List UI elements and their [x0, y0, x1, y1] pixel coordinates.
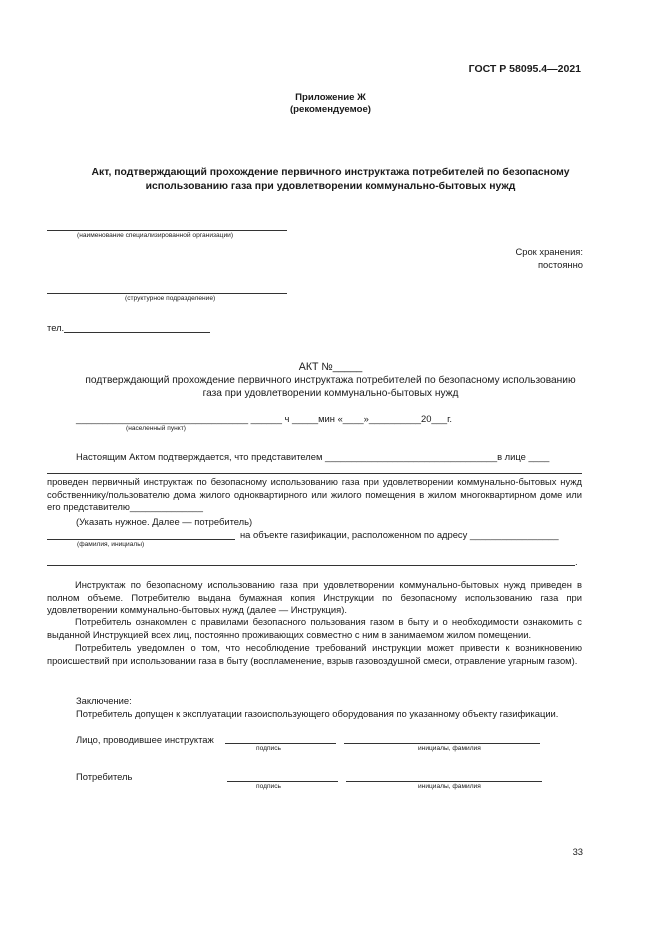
act-subtitle-line2: газа при удовлетворении коммунально-бытовых нужд [202, 388, 459, 399]
place-caption: (населенный пункт) [126, 425, 186, 432]
standard-number: ГОСТ Р 58095.4—2021 [468, 63, 581, 75]
body-p2: Инструктаж по безопасному использованию газа при удовлетворении коммунально-бытовых нужд приведен в полном объеме. Потребителю выдана бумажная копия Инструкции по безопасному использованию газа при удовлетворении коммунально-бытовых нужд (далее — Инструкция). [47, 579, 582, 615]
consumer-signature-line [227, 781, 338, 782]
document-title-line2: использованию газа при удовлетворении коммунально-бытовых нужд [145, 181, 516, 192]
body-p1-note: (Указать нужное. Далее — потребитель) [76, 516, 253, 527]
division-caption: (структурное подразделение) [125, 295, 216, 302]
body-p4: Потребитель уведомлен о том, что несоблюдение требований инструкции может привести к возникновению происшествий при использовании газа в быту (воспламенение, взрыв газовоздушной смеси, отравление угарным газом). [47, 642, 582, 666]
address-line [47, 565, 575, 566]
appendix-type: (рекомендуемое) [289, 104, 371, 115]
instructor-label: Лицо, проводившее инструктаж [76, 734, 214, 745]
conclusion-label: Заключение: [76, 695, 132, 706]
act-heading: АКТ №_____ [298, 361, 363, 373]
consumer-name-caption-sign: инициалы, фамилия [418, 783, 481, 790]
instructor-sign-caption: подпись [256, 745, 281, 752]
body-p3: Потребитель ознакомлен с правилами безопасного пользования газом в быту и о необходимости ознакомить с выданной Инструкцией всех лиц, постоянно проживающих совместно с ним в занимаемом жилом помещении. [47, 616, 582, 640]
consumer-name-line [47, 539, 235, 540]
body-p1-main: проведен первичный инструктаж по безопасному использованию газа при удовлетворении коммунально-бытовых нужд собственнику/пользователю дома жилого одноквартирного или жилого помещения в жилом многоквартирном доме или его представителю______________ [47, 476, 582, 512]
storage-label: Срок хранения: [515, 246, 583, 257]
instructor-name-caption: инициалы, фамилия [418, 745, 481, 752]
address-line-end: . [575, 556, 578, 567]
instructor-name-line [344, 743, 540, 744]
consumer-sign-caption: подпись [256, 783, 281, 790]
conclusion-text: Потребитель допущен к эксплуатации газоиспользующего оборудования по указанному объекту газификации. [76, 708, 559, 719]
storage-value: постоянно [537, 259, 583, 270]
consumer-name-line-sign [346, 781, 542, 782]
phone-label: тел. [47, 322, 65, 333]
consumer-name-caption: (фамилия, инициалы) [77, 541, 145, 548]
organization-caption: (наименование специализированной организации) [77, 232, 234, 239]
instructor-signature-line [225, 743, 336, 744]
body-p1-address: на объекте газификации, расположенном по адресу _________________ [240, 529, 559, 540]
page-number: 33 [572, 846, 583, 857]
place-date-line: _________________________________ ______ ч _____мин «____»__________20___г. [76, 413, 452, 424]
division-line [47, 293, 287, 294]
representative-line [47, 473, 582, 474]
phone-line [64, 332, 210, 333]
appendix-title: Приложение Ж [295, 92, 366, 103]
consumer-label: Потребитель [76, 771, 133, 782]
act-subtitle-line1: подтверждающий прохождение первичного инструктажа потребителей по безопасному использованию [85, 375, 576, 386]
organization-line [47, 230, 287, 231]
body-p1-start: Настоящим Актом подтверждается, что представителем _________________________________в лице ____ [76, 451, 550, 462]
document-title-line1: Акт, подтверждающий прохождение первичного инструктажа потребителей по безопасному [91, 167, 570, 178]
